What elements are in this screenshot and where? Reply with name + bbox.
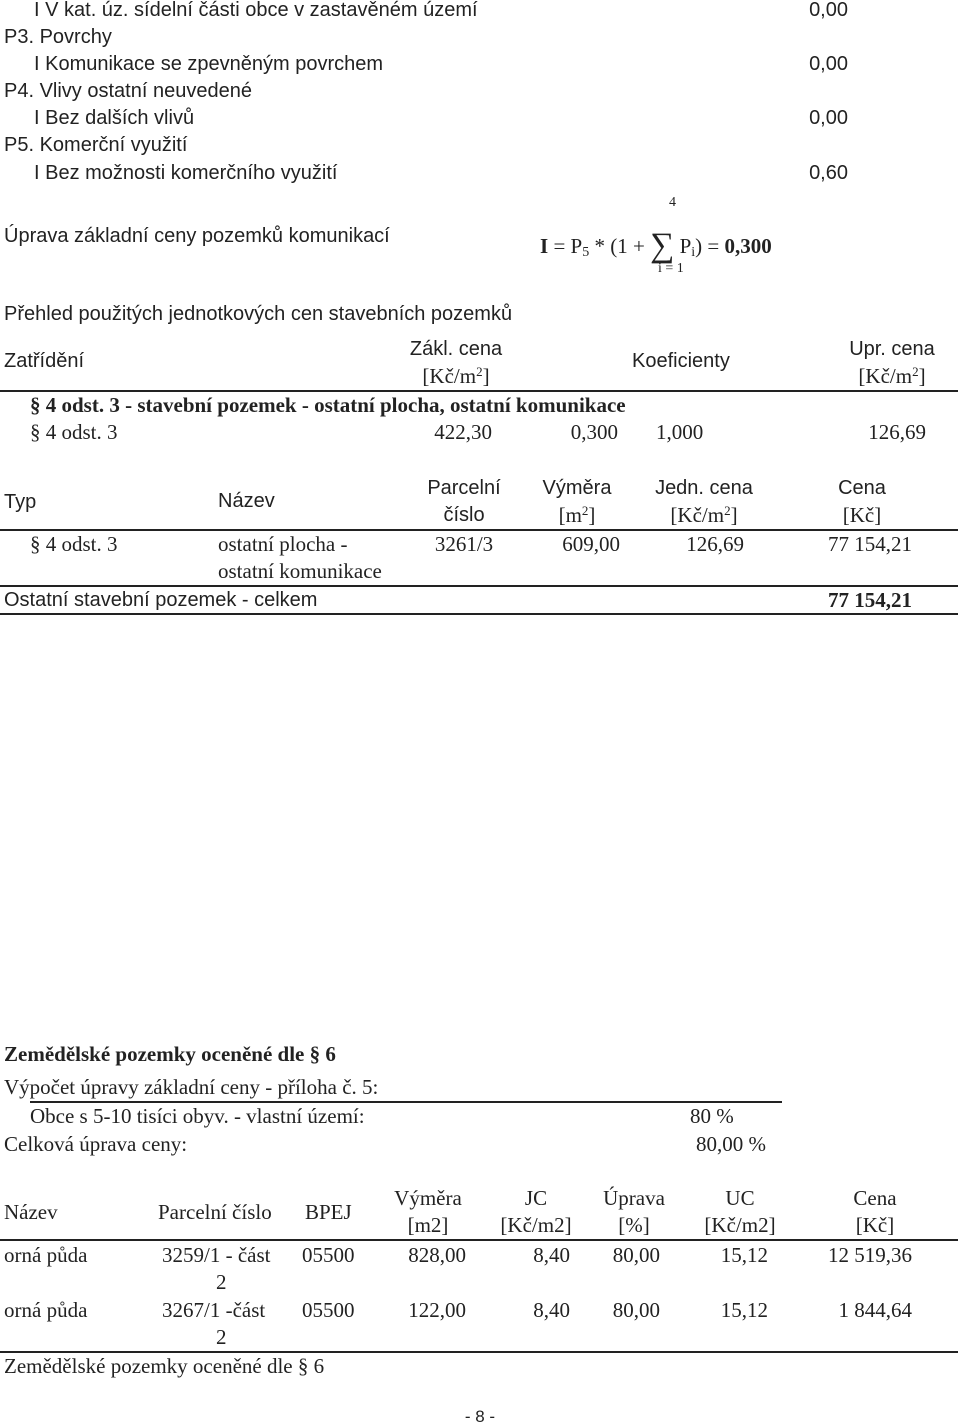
agri-total-value: 80,00 % — [696, 1132, 766, 1156]
agri-header-uc-1: UC — [725, 1186, 755, 1210]
sigma-icon: ∑ — [650, 227, 675, 264]
agri-header-adj-2: [%] — [618, 1213, 650, 1237]
factor-item-value: 0,00 — [809, 107, 848, 129]
formula-lhs: I — [540, 234, 549, 258]
unit-prices-title: Přehled použitých jednotkových cen stavebních pozemků — [4, 303, 513, 325]
header-area-1: Výměra — [542, 477, 612, 499]
agri-row-jc: 8,40 — [533, 1298, 570, 1322]
agri-row-area: 122,00 — [408, 1298, 466, 1322]
agri-row-uc: 15,12 — [720, 1298, 768, 1322]
sum-upper-limit: 4 — [669, 195, 676, 210]
formula-eq: = P — [548, 234, 583, 258]
row-coef1: 0,300 — [570, 420, 618, 444]
factor-heading: P5. Komerční využití — [4, 134, 188, 156]
row-adj-price: 126,69 — [868, 420, 926, 444]
group-heading: § 4 odst. 3 - stavební pozemek - ostatní plocha, ostatní komunikace — [30, 393, 626, 417]
table-divider — [0, 390, 958, 392]
total-label: Ostatní stavební pozemek - celkem — [4, 589, 318, 611]
agri-row-jc: 8,40 — [533, 1243, 570, 1267]
sum-lower-limit: i = 1 — [658, 261, 684, 276]
calc-divider — [30, 1101, 782, 1103]
agri-row-parcel-1: 3259/1 - část — [162, 1243, 271, 1267]
formula-p: P — [674, 234, 692, 258]
agri-header-price-1: Cena — [853, 1186, 897, 1210]
table-divider — [0, 1239, 958, 1241]
adjustment-label: Úprava základní ceny pozemků komunikací — [4, 225, 390, 247]
row-coef2: 1,000 — [656, 420, 704, 444]
agri-row-adj: 80,00 — [612, 1298, 660, 1322]
row-price: 77 154,21 — [828, 532, 912, 556]
formula-sub5: 5 — [582, 245, 590, 260]
agri-row-parcel-2: 2 — [216, 1325, 227, 1349]
header-base-unit: $[Kč/m^2]$ — [422, 364, 490, 388]
agri-row-adj: 80,00 — [612, 1243, 660, 1267]
agri-item-label: Obce s 5-10 tisíci obyv. - vlastní území: — [30, 1104, 365, 1128]
agri-header-parcel: Parcelní číslo — [158, 1200, 272, 1224]
header-price-1: Cena — [838, 477, 886, 499]
factor-item-text: I Bez dalších vlivů — [34, 107, 195, 129]
agri-total-label: Celková úprava ceny: — [4, 1132, 188, 1156]
formula-result: 0,300 — [724, 234, 772, 258]
agri-row-parcel-2: 2 — [216, 1270, 227, 1294]
formula-subi: i — [691, 245, 696, 260]
total-value: 77 154,21 — [828, 588, 912, 612]
adjustment-formula — [540, 226, 772, 264]
agri-row-uc: 15,12 — [720, 1243, 768, 1267]
agri-title: Zemědělské pozemky oceněné dle § 6 — [4, 1042, 336, 1066]
agri-row-name: orná půda — [4, 1243, 88, 1267]
page-number: - 8 - — [464, 1407, 496, 1426]
agri-row-bpej: 05500 — [302, 1298, 355, 1322]
table-divider — [0, 585, 958, 587]
agri-row-area: 828,00 — [408, 1243, 466, 1267]
row-type: § 4 odst. 3 — [30, 532, 118, 556]
header-unit-price-1: Jedn. cena — [655, 477, 753, 499]
header-category: Zatřídění — [4, 350, 85, 372]
header-adj-price: Upr. cena — [849, 338, 935, 360]
header-coefficients: Koeficienty — [632, 350, 730, 372]
agri-item-value: 80 % — [690, 1104, 734, 1128]
header-price-2: [Kč] — [842, 503, 882, 527]
agri-row-bpej: 05500 — [302, 1243, 355, 1267]
header-adj-unit: $[Kč/m^2]$ — [858, 364, 926, 388]
factor-item-value: 0,00 — [809, 0, 848, 21]
header-area-2: $[m^2]$ — [558, 503, 596, 527]
agri-row-name: orná půda — [4, 1298, 88, 1322]
agri-header-area-1: Výměra — [394, 1186, 462, 1210]
agri-header-bpej: BPEJ — [305, 1200, 352, 1224]
agri-row-parcel-1: 3267/1 -část — [162, 1298, 266, 1322]
header-name: Název — [218, 490, 275, 512]
row-name-2: ostatní komunikace — [218, 559, 382, 583]
factor-item-text: I Komunikace se zpevněným povrchem — [34, 53, 384, 75]
header-parcel-1: Parcelní — [427, 477, 501, 499]
header-parcel-2: číslo — [443, 504, 485, 526]
agri-calc-label: Výpočet úpravy základní ceny - příloha č. 5: — [4, 1075, 379, 1099]
row-base-price: 422,30 — [434, 420, 492, 444]
agri-header-name: Název — [4, 1200, 58, 1224]
factor-heading: P3. Povrchy — [4, 26, 112, 48]
table-divider — [0, 529, 958, 531]
agri-header-uc-2: [Kč/m2] — [704, 1213, 776, 1237]
formula-close: ) = — [695, 234, 725, 258]
header-type: Typ — [4, 491, 37, 513]
agri-header-area-2: [m2] — [407, 1213, 449, 1237]
formula-mid: * (1 + — [589, 234, 651, 258]
header-unit-price-2: $[Kč/m^2]$ — [670, 503, 738, 527]
factor-heading: P4. Vlivy ostatní neuvedené — [4, 80, 252, 102]
agri-header-adj-1: Úprava — [603, 1186, 665, 1210]
table-divider — [0, 1351, 958, 1353]
row-parcel: 3261/3 — [434, 532, 494, 556]
factor-item-text: I Bez možnosti komerčního využití — [34, 162, 338, 184]
factor-item-value: 0,60 — [809, 162, 848, 184]
agri-header-price-2: [Kč] — [855, 1213, 895, 1237]
agri-row-price: 1 844,64 — [838, 1298, 912, 1322]
table-divider — [0, 613, 958, 615]
row-unit-price: 126,69 — [686, 532, 744, 556]
row-category: § 4 odst. 3 — [30, 420, 118, 444]
row-name-1: ostatní plocha - — [218, 532, 348, 556]
factor-item-text: I V kat. úz. sídelní části obce v zastavěném území — [34, 0, 478, 21]
row-area: 609,00 — [562, 532, 620, 556]
agri-row-price: 12 519,36 — [828, 1243, 912, 1267]
header-base-price: Zákl. cena — [409, 338, 503, 360]
agri-header-jc-2: [Kč/m2] — [500, 1213, 572, 1237]
agri-header-jc-1: JC — [524, 1186, 548, 1210]
factor-item-value: 0,00 — [809, 53, 848, 75]
agri-footer-label: Zemědělské pozemky oceněné dle § 6 — [4, 1354, 325, 1378]
